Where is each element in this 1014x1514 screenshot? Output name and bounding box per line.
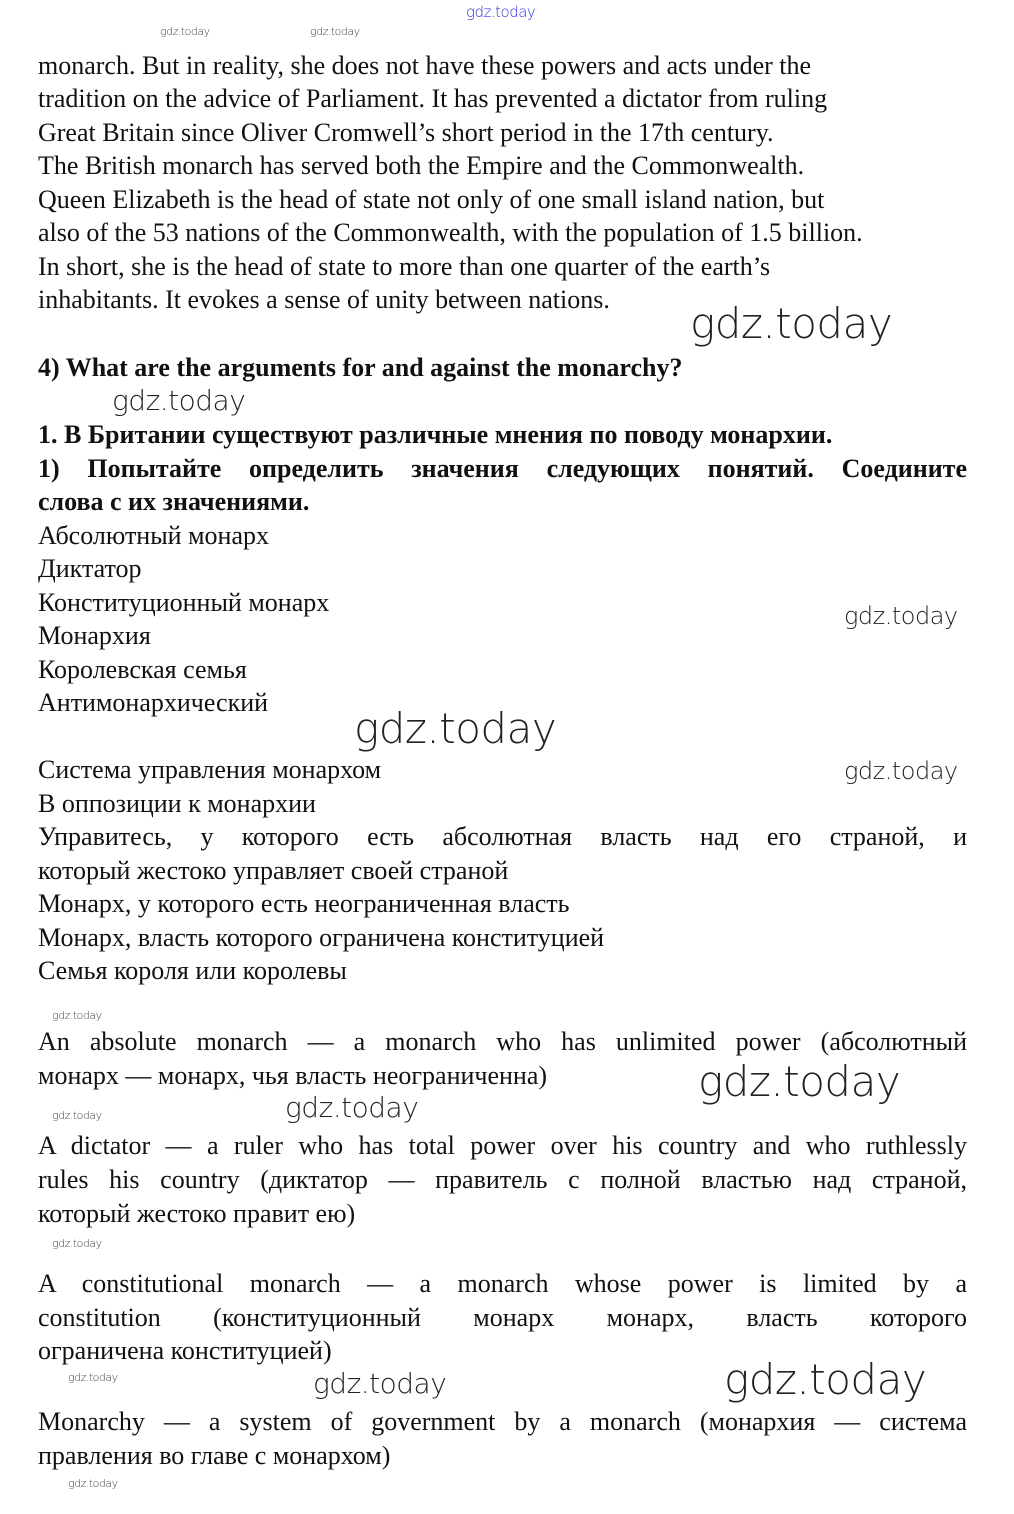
watermark: gdz.today	[68, 1371, 118, 1384]
watermark: gdz.today	[844, 602, 958, 630]
watermark: gdz.today	[354, 704, 557, 753]
term-item: Абсолютный монарх	[38, 521, 270, 550]
text-line: Queen Elizabeth is the head of state not only of one small island nation, but	[38, 185, 825, 214]
answer-line: A constitutional monarch — a monarch whose power is limited by a	[38, 1269, 967, 1298]
text-line: In short, she is the head of state to more than one quarter of the earth’s	[38, 252, 771, 281]
answer-line: An absolute monarch — a monarch who has unlimited power (абсолютный	[38, 1027, 967, 1056]
answer-line: Monarchy — a system of government by a monarch (монархия — система	[38, 1407, 967, 1436]
watermark: gdz.today	[698, 1057, 901, 1106]
term-item: Королевская семья	[38, 655, 247, 684]
watermark: gdz.today	[52, 1009, 102, 1022]
watermark: gdz.today	[724, 1355, 927, 1404]
watermark: gdz.today	[313, 1367, 447, 1400]
text-line: Great Britain since Oliver Cromwell’s short period in the 17th century.	[38, 118, 774, 147]
meaning-item: Система управления монархом	[38, 755, 382, 784]
watermark: gdz.today	[690, 299, 893, 348]
text-line: also of the 53 nations of the Commonwealth, with the population of 1.5 billion.	[38, 218, 863, 247]
term-item: Антимонархический	[38, 688, 269, 717]
task-heading: 1. В Британии существуют различные мнения по поводу монархии.	[38, 420, 833, 449]
answer-line: монарх — монарх, чья власть неограниченна)	[38, 1061, 548, 1090]
text-line: The British monarch has served both the Empire and the Commonwealth.	[38, 151, 805, 180]
answer-line: A dictator — a ruler who has total power over his country and who ruthlessly	[38, 1131, 967, 1160]
meaning-item: Семья короля или королевы	[38, 956, 347, 985]
answer-line: rules his country (диктатор — правитель с полной властью над страной,	[38, 1165, 967, 1194]
meaning-item: Монарх, у которого есть неограниченная власть	[38, 889, 570, 918]
meaning-item: который жестоко управляет своей страной	[38, 856, 509, 885]
watermark: gdz.today	[52, 1237, 102, 1250]
term-item: Монархия	[38, 621, 151, 650]
meaning-item: В оппозиции к монархии	[38, 789, 316, 818]
watermark: gdz.today	[68, 1477, 118, 1490]
watermark: gdz.today	[160, 25, 210, 38]
text-line: inhabitants. It evokes a sense of unity between nations.	[38, 285, 610, 314]
term-item: Диктатор	[38, 554, 142, 583]
watermark: gdz.today	[844, 757, 958, 785]
text-line: monarch. But in reality, she does not have these powers and acts under the	[38, 51, 812, 80]
question-heading: 4) What are the arguments for and against the monarchy?	[38, 353, 683, 382]
answer-line: ограничена конституцией)	[38, 1336, 332, 1365]
task-instruction: слова с их значениями.	[38, 487, 310, 516]
watermark: gdz.today	[285, 1091, 419, 1124]
watermark: gdz.today	[310, 25, 360, 38]
watermark: gdz.today	[466, 3, 536, 21]
answer-line: constitution (конституционный монарх монарх, власть которого	[38, 1303, 967, 1332]
text-line: tradition on the advice of Parliament. It has prevented a dictator from ruling	[38, 84, 828, 113]
term-item: Конституционный монарх	[38, 588, 330, 617]
answer-line: правления во главе с монархом)	[38, 1441, 391, 1470]
answer-line: который жестоко правит ею)	[38, 1199, 356, 1228]
watermark: gdz.today	[112, 384, 246, 417]
meaning-item: Монарх, власть которого ограничена конституцией	[38, 923, 605, 952]
watermark: gdz.today	[52, 1109, 102, 1122]
task-instruction: 1) Попытайте определить значения следующих понятий. Соедините	[38, 454, 967, 483]
meaning-item: Управитесь, у которого есть абсолютная власть над его страной, и	[38, 822, 967, 851]
